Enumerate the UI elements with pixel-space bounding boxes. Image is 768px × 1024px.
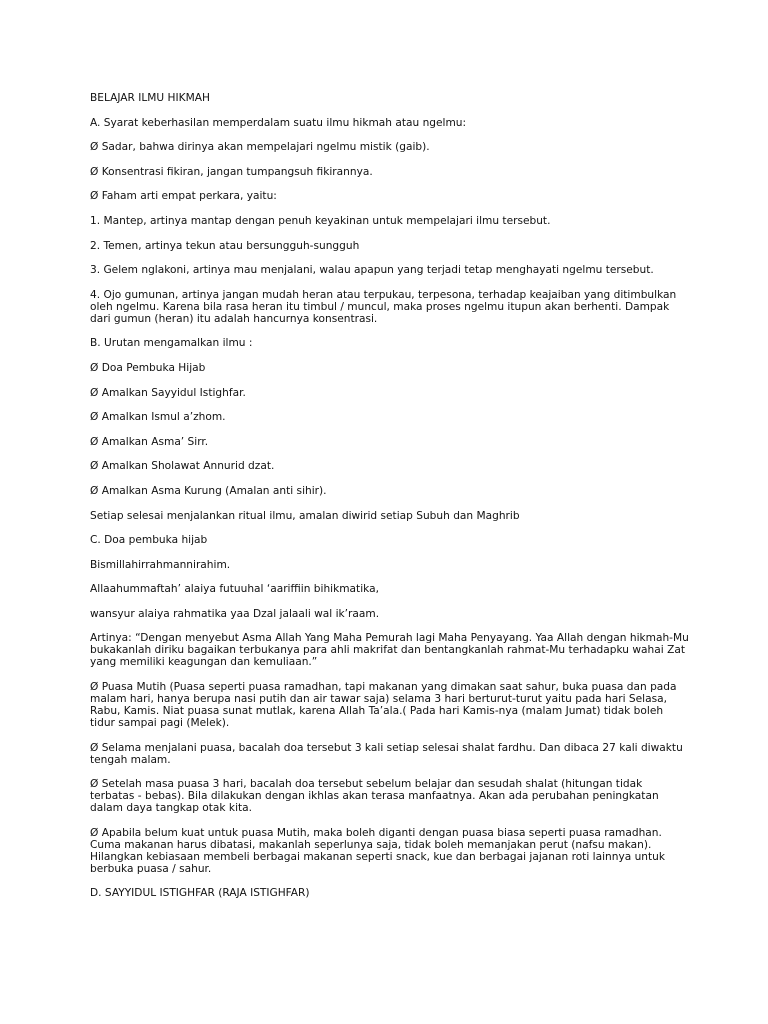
bullet-item: Ø Amalkan Asma Kurung (Amalan anti sihir).	[90, 484, 327, 497]
bullet-item: Ø Amalkan Asma’ Sirr.	[90, 435, 209, 448]
bullet-item: Ø Selama menjalani puasa, bacalah doa tersebut 3 kali setiap selesai shalat fardhu. Dan dibaca 27 kali diwaktu tengah malam.	[90, 741, 683, 766]
numbered-item: 3. Gelem nglakoni, artinya mau menjalani, walau apapun yang terjadi tetap menghayati ngelmu tersebut.	[90, 264, 654, 277]
paragraph: Bismillahirrahmannirahim.	[90, 558, 231, 571]
paragraph: Artinya: “Dengan menyebut Asma Allah Yang Maha Pemurah lagi Maha Penyayang. Yaa Allah dengan hikmah-Mu bukakanlah diriku bagaikan terbukanya para ahli makrifat dan bentangkanlah rahmat-Mu terhadapku wahai Zat yang memiliki keagungan dan kemuliaan.”	[90, 632, 689, 669]
numbered-item: 4. Ojo gumunan, artinya jangan mudah heran atau terpukau, terpesona, terhadap keajaiban yang ditimbulkan oleh ngelmu. Karena bila rasa heran itu timbul / muncul, maka proses ngelmu itupun akan berhenti. Dampak dari gumun (heran) itu adalah hancurnya konsentrasi.	[90, 288, 677, 325]
bullet-item: Ø Apabila belum kuat untuk puasa Mutih, maka boleh diganti dengan puasa biasa seperti puasa ramadhan. Cuma makanan harus dibatasi, makanlah seperlunya saja, tidak boleh memanjakan perut (nafsu makan). Hilangkan kebiasaan membeli berbagai makanan seperti snack, kue dan berbagai jajanan roti lainnya untuk berbuka puasa / sahur.	[90, 826, 666, 875]
section-d-heading: D. SAYYIDUL ISTIGHFAR (RAJA ISTIGHFAR)	[90, 887, 310, 900]
numbered-item: 2. Temen, artinya tekun atau bersungguh-sungguh	[90, 239, 360, 252]
bullet-item: Ø Puasa Mutih (Puasa seperti puasa ramadhan, tapi makanan yang dimakan saat sahur, buka puasa dan pada malam hari, hanya berupa nasi putih dan air tawar saja) selama 3 hari berturut-turut yaitu pada hari Selasa, Rabu, Kamis. Niat puasa sunat mutlak, karena Allah Ta’ala.( Pada hari Kamis-nya (malam Jumat) tidak boleh tidur sampai pagi (Melek).	[90, 681, 677, 730]
document-body	[90, 92, 690, 912]
document-title: BELAJAR ILMU HIKMAH	[90, 92, 210, 104]
bullet-item: Ø Setelah masa puasa 3 hari, bacalah doa tersebut sebelum belajar dan sesudah shalat (hitungan tidak terbatas - bebas). Bila dilakukan dengan ikhlas akan terasa manfaatnya. Akan ada perubahan peningkatan dalam daya tangkap otak kita.	[90, 778, 659, 815]
bullet-item: Ø Amalkan Ismul a’zhom.	[90, 411, 226, 424]
section-c-heading: C. Doa pembuka hijab	[90, 534, 208, 547]
paragraph: wansyur alaiya rahmatika yaa Dzal jalaali wal ik’raam.	[90, 607, 380, 620]
bullet-item: Ø Amalkan Sayyidul Istighfar.	[90, 386, 246, 399]
bullet-item: Ø Faham arti empat perkara, yaitu:	[90, 190, 277, 203]
section-a-heading: A. Syarat keberhasilan memperdalam suatu ilmu hikmah atau ngelmu:	[90, 116, 467, 129]
bullet-item: Ø Doa Pembuka Hijab	[90, 361, 206, 374]
bullet-item: Ø Sadar, bahwa dirinya akan mempelajari ngelmu mistik (gaib).	[90, 141, 430, 154]
section-b-heading: B. Urutan mengamalkan ilmu :	[90, 337, 253, 350]
numbered-item: 1. Mantep, artinya mantap dengan penuh keyakinan untuk mempelajari ilmu tersebut.	[90, 214, 551, 227]
bullet-item: Ø Konsentrasi fikiran, jangan tumpangsuh fikirannya.	[90, 165, 373, 178]
paragraph: Allaahummaftah’ alaiya futuuhal ‘aariffiin bihikmatika,	[90, 583, 379, 596]
paragraph: Setiap selesai menjalankan ritual ilmu, amalan diwirid setiap Subuh dan Maghrib	[90, 509, 520, 522]
bullet-item: Ø Amalkan Sholawat Annurid dzat.	[90, 460, 275, 473]
